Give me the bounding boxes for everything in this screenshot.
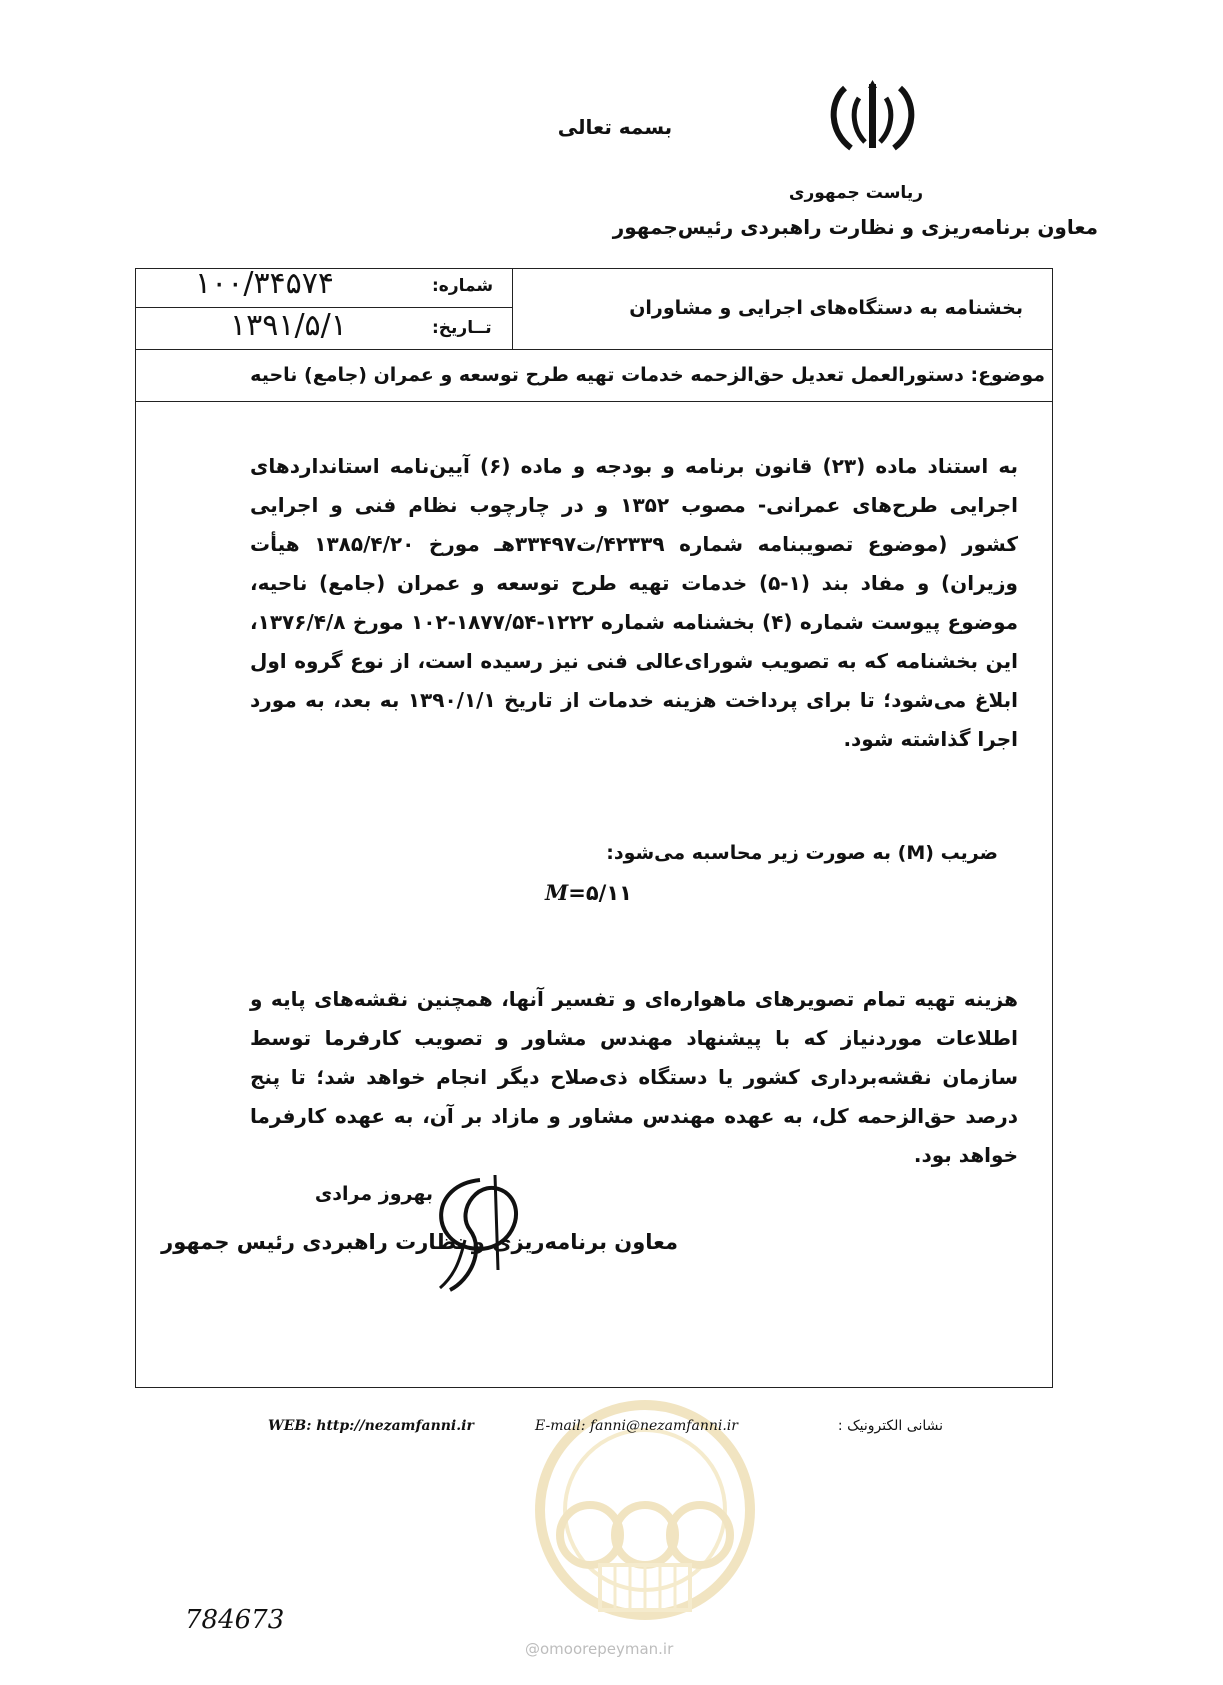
document-number: 784673 [185,1605,285,1635]
number-label: شماره: [432,276,494,296]
coefficient-formula [545,880,632,905]
footer-email-label: نشانی الکترونیک : [837,1418,943,1434]
date-label: تــاریخ: [432,318,492,338]
document-frame [135,268,1053,1388]
paragraph-2: هزینه تهیه تمام تصویرهای ماهواره‌ای و تفسیر آنها، همچنین نقشه‌های پایه و اطلاعات موردنیاز که با پیشنهاد مهندس مشاور و تصویب کارفرما توسط سازمان نقشه‌برداری کشور یا دستگاه ذی‌صلاح دیگر انجام خواهد شد؛ تا پنج درصد حق‌الزحمه کل، به عهده مهندس مشاور و مازاد بر آن، به عهده کارفرما خواهد بود. [250,987,1018,1167]
recipient: بخشنامه به دستگاه‌های اجرایی و مشاوران [629,297,1023,319]
subject: موضوع: دستورالعمل تعدیل حق‌الزحمه خدمات تهیه طرح توسعه و عمران (جامع) ناحیه [250,364,1045,386]
footer-web[interactable]: WEB: http://nezamfanni.ir [268,1418,474,1434]
iran-emblem-icon [825,80,920,155]
date-value: ۱۳۹۱/۵/۱ [230,308,347,343]
org-vice-presidency: معاون برنامه‌ریزی و نظارت راهبردی رئیس‌جمهور [612,215,1098,239]
signer-name: بهروز مرادی [314,1183,433,1205]
org-presidency: ریاست جمهوری [788,183,923,203]
coefficient-text: ضریب (M) به صورت زیر محاسبه می‌شود: [606,842,998,864]
number-value: ۱۰۰/۳۴۵۷۴ [195,266,335,301]
signer-title: معاون برنامه‌ریزی و نظارت راهبردی رئیس جمهور [161,1230,678,1254]
paragraph-1: به استناد ماده (۲۳) قانون برنامه و بودجه و ماده (۶) آیین‌نامه استانداردهای اجرایی طرح‌های عمرانی- مصوب ۱۳۵۲ و در چارچوب نظام فنی و اجرایی کشور (موضوع تصویبنامه شماره ۴۲۳۳۹/ت۳۳۴۹۷هـ مورخ ۱۳۸۵/۴/۲۰ هیأت وزیران) و مفاد بند (۱-۵) خدمات تهیه طرح توسعه و عمران (جامع) ناحیه، موضوع پیوست شماره (۴) بخشنامه شماره ۱۲۲۲-۱۸۷۷/۵۴-۱۰۲ مورخ ۱۳۷۶/۴/۸، این بخشنامه که به تصویب شورای‌عالی فنی نیز رسیده است، از نوع گروه اول ابلاغ می‌شود؛ تا برای پرداخت هزینه خدمات از تاریخ ۱۳۹۰/۱/۱ به بعد، به مورد اجرا گذاشته شود. [250,454,1019,751]
basmala: بسمه تعالی [557,115,673,139]
coefficient-symbol: M [545,880,569,905]
coefficient-value: =۵/۱۱ [568,881,632,905]
footer-email[interactable]: E-mail: fanni@nezamfanni.ir [535,1418,738,1434]
watermark-text: @omoorepeyman.ir [525,1640,674,1658]
